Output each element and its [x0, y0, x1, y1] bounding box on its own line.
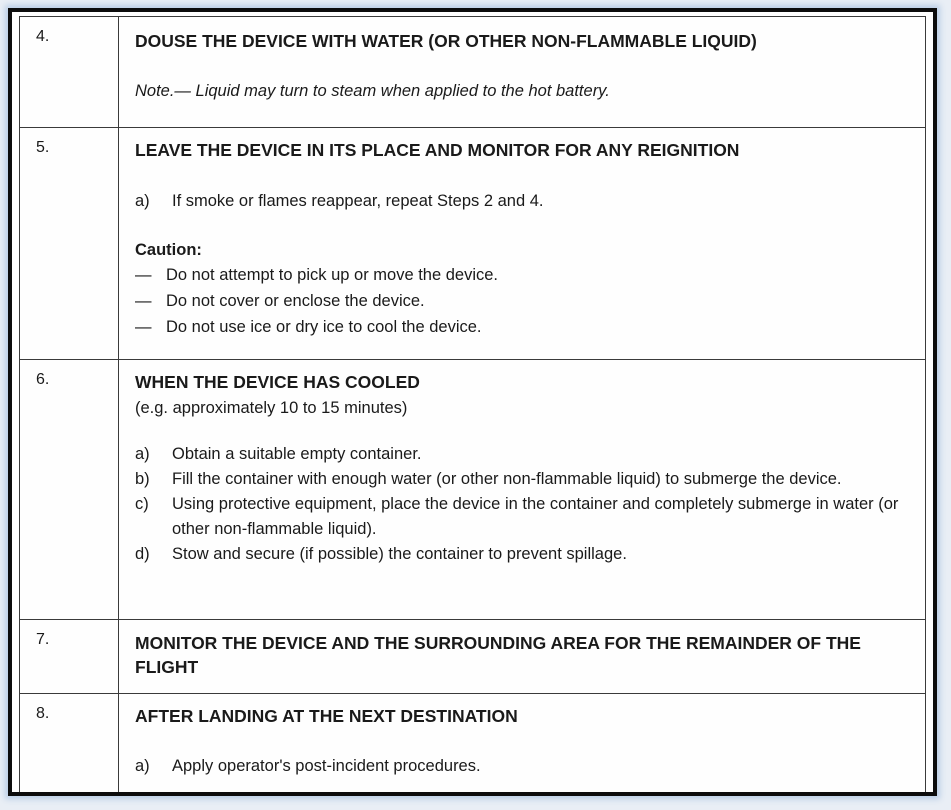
dash-label: — [135, 318, 152, 336]
step-number: 4. [20, 17, 119, 128]
list-item [135, 492, 911, 542]
list-item [135, 189, 911, 214]
step-heading: MONITOR THE DEVICE AND THE SURROUNDING AREA FOR THE REMAINDER OF THE FLIGHT [135, 633, 861, 677]
step-number: 7. [20, 620, 119, 694]
caution-item [135, 288, 911, 314]
step-heading: AFTER LANDING AT THE NEXT DESTINATION [135, 706, 518, 726]
item-label: c) [135, 495, 149, 513]
step-note: Note.— Liquid may turn to steam when applied to the hot battery. [135, 82, 610, 100]
item-label: a) [135, 757, 150, 775]
step-heading: LEAVE THE DEVICE IN ITS PLACE AND MONITOR FOR ANY REIGNITION [135, 140, 740, 160]
step-row-8 [20, 694, 926, 794]
list-item [135, 442, 911, 467]
list-item [135, 542, 911, 567]
item-text: Fill the container with enough water (or other non-flammable liquid) to submerge the device. [172, 470, 842, 488]
item-text: Obtain a suitable empty container. [172, 445, 422, 463]
item-label: d) [135, 545, 150, 563]
item-list [135, 442, 911, 567]
step-row-6 [20, 360, 926, 620]
step-number: 6. [20, 360, 119, 620]
step-heading: WHEN THE DEVICE HAS COOLED [135, 372, 420, 392]
caution-title: Caution: [135, 241, 202, 259]
dash-label: — [135, 266, 152, 284]
item-label: a) [135, 192, 150, 210]
caution-item [135, 314, 911, 340]
dash-label: — [135, 292, 152, 310]
item-label: a) [135, 445, 150, 463]
list-item [135, 467, 911, 492]
document-page [8, 8, 937, 796]
caution-text: Do not use ice or dry ice to cool the device. [166, 318, 482, 336]
step-row-7 [20, 620, 926, 694]
step-subheading: (e.g. approximately 10 to 15 minutes) [135, 399, 408, 417]
item-text: Using protective equipment, place the device in the container and completely submerge in water (or other non-flammable liquid). [172, 495, 899, 538]
item-label: b) [135, 470, 150, 488]
step-number: 5. [20, 128, 119, 360]
caution-text: Do not cover or enclose the device. [166, 292, 425, 310]
item-text: If smoke or flames reappear, repeat Steps 2 and 4. [172, 192, 544, 210]
caution-item [135, 262, 911, 288]
item-text: Stow and secure (if possible) the container to prevent spillage. [172, 545, 627, 563]
item-text: Apply operator's post-incident procedures. [172, 757, 481, 775]
step-heading: DOUSE THE DEVICE WITH WATER (OR OTHER NON-FLAMMABLE LIQUID) [135, 31, 757, 51]
step-row-5 [20, 128, 926, 360]
step-row-4 [20, 17, 926, 128]
list-item [135, 754, 911, 779]
caution-text: Do not attempt to pick up or move the device. [166, 266, 499, 284]
procedure-table [19, 16, 926, 794]
step-number: 8. [20, 694, 119, 794]
